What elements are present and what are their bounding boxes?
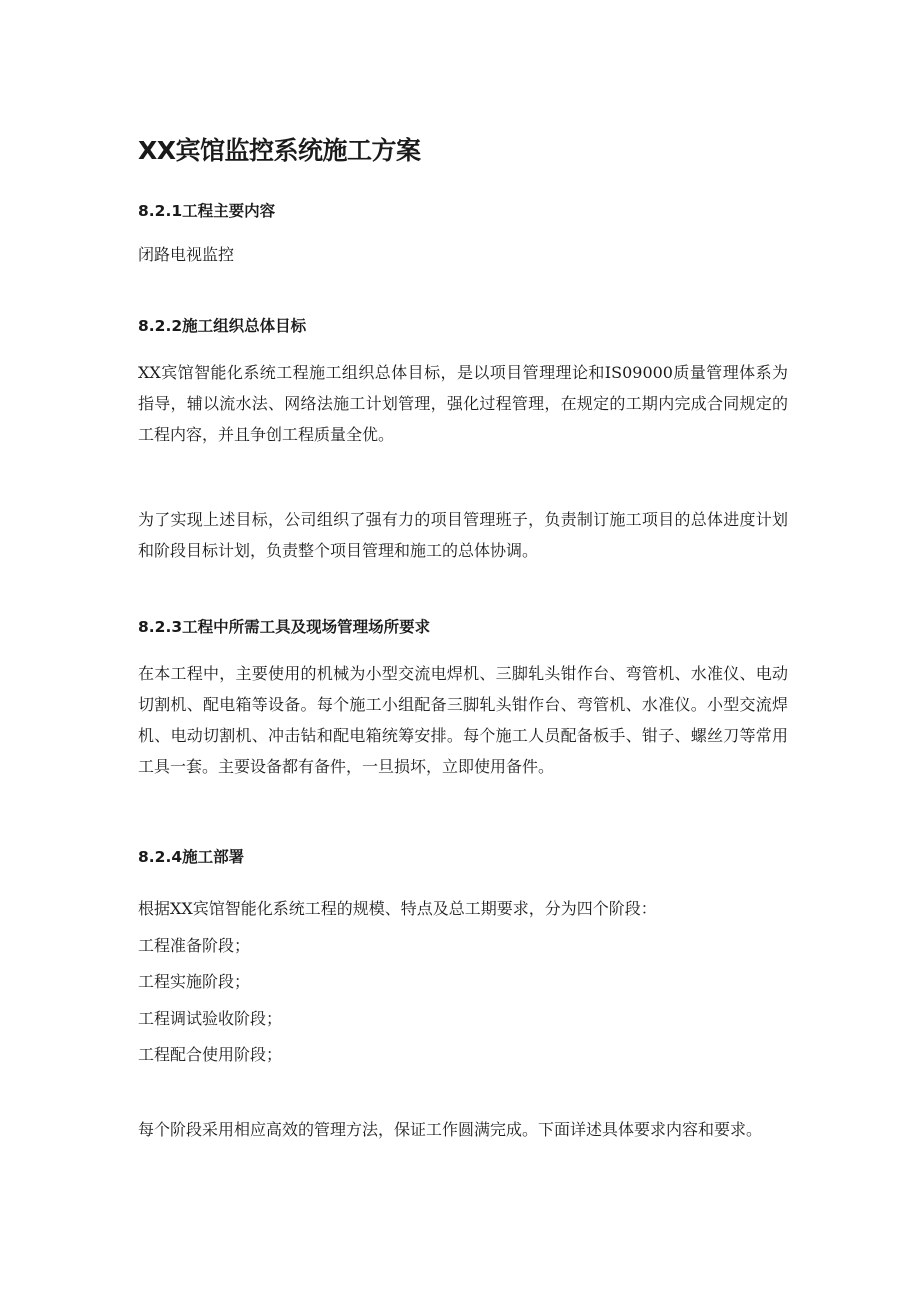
section-821-body: 闭路电视监控 (138, 245, 235, 264)
section-823-paragraph-1: 在本工程中，主要使用的机械为小型交流电焊机、三脚轧头钳作台、弯管机、水准仪、电动切割机、配电箱等设备。每个施工小组配备三脚轧头钳作台、弯管机、水准仪。小型交流焊机、电动切割机、冲击钻和配电箱统筹安排。每个施工人员配备板手、钳子、螺丝刀等常用工具一套。主要设备都有备件，一旦损坏，立即使用备件。 (138, 664, 788, 776)
section-824-intro: 根据XX宾馆智能化系统工程的规模、特点及总工期要求，分为四个阶段： (138, 899, 657, 918)
section-822-paragraph-1: XX宾馆智能化系统工程施工组织总体目标，是以项目管理理论和IS09000质量管理体系为指导，辅以流水法、网络法施工计划管理，强化过程管理，在规定的工期内完成合同规定的工程内容，并且争创工程质量全优。 (138, 363, 788, 444)
stage-item: 工程调试验收阶段； (138, 1009, 283, 1028)
section-heading-822: 8.2.2施工组织总体目标 (138, 317, 307, 335)
section-heading-824: 8.2.4施工部署 (138, 848, 245, 866)
section-822-paragraph-2: 为了实现上述目标，公司组织了强有力的项目管理班子，负责制订施工项目的总体进度计划和阶段目标计划，负责整个项目管理和施工的总体协调。 (138, 510, 788, 560)
stage-item: 工程实施阶段； (138, 972, 251, 991)
section-heading-821: 8.2.1工程主要内容 (138, 202, 276, 220)
stage-item: 工程配合使用阶段； (138, 1045, 283, 1064)
section-824-closing: 每个阶段采用相应高效的管理方法，保证工作圆满完成。下面详述具体要求内容和要求。 (138, 1120, 763, 1139)
stage-item: 工程准备阶段； (138, 936, 251, 955)
section-heading-823: 8.2.3工程中所需工具及现场管理场所要求 (138, 618, 431, 636)
document-title: XX宾馆监控系统施工方案 (138, 136, 421, 165)
